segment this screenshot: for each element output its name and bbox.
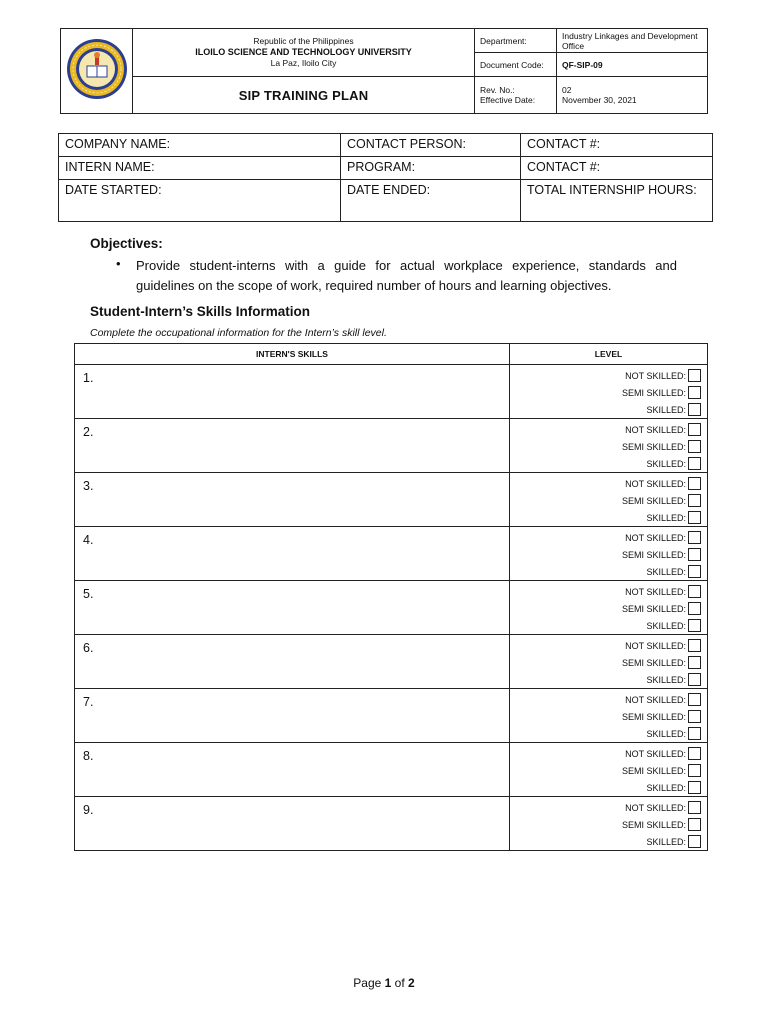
skilled-option — [510, 833, 701, 850]
rev-effective-values — [557, 77, 708, 114]
skill-row — [75, 797, 708, 851]
not-skilled-option — [510, 583, 701, 600]
rev-value: 02 — [562, 85, 572, 95]
skilled-option — [510, 509, 701, 526]
skilled-label: SKILLED: — [646, 836, 686, 847]
level-options — [510, 473, 708, 527]
not-skilled-checkbox[interactable] — [688, 693, 701, 706]
doc-code-label: Document Code: — [475, 53, 557, 77]
skilled-label: SKILLED: — [646, 566, 686, 577]
not-skilled-checkbox[interactable] — [688, 585, 701, 598]
level-options — [510, 797, 708, 851]
not-skilled-checkbox[interactable] — [688, 369, 701, 382]
semi-skilled-checkbox[interactable] — [688, 386, 701, 399]
skilled-checkbox[interactable] — [688, 727, 701, 740]
semi-skilled-label: SEMI SKILLED: — [621, 657, 686, 668]
not-skilled-label: NOT SKILLED: — [625, 802, 686, 813]
program-field[interactable]: PROGRAM: — [341, 157, 521, 180]
skill-row — [75, 419, 708, 473]
semi-skilled-checkbox[interactable] — [688, 440, 701, 453]
skill-input[interactable]: 3. — [75, 473, 510, 527]
skilled-option — [510, 617, 701, 634]
level-options — [510, 635, 708, 689]
republic-text: Republic of the Philippines — [253, 36, 354, 46]
skill-input[interactable]: 5. — [75, 581, 510, 635]
skills-table — [74, 343, 708, 851]
semi-skilled-label: SEMI SKILLED: — [621, 495, 686, 506]
not-skilled-checkbox[interactable] — [688, 747, 701, 760]
skill-input[interactable]: 1. — [75, 365, 510, 419]
level-options — [510, 419, 708, 473]
skilled-option — [510, 671, 701, 688]
skill-input[interactable]: 7. — [75, 689, 510, 743]
skills-column-header: INTERN'S SKILLS — [75, 344, 510, 365]
form-title: SIP TRAINING PLAN — [238, 87, 369, 103]
university-seal-icon — [61, 29, 133, 114]
skilled-label: SKILLED: — [646, 728, 686, 739]
semi-skilled-checkbox[interactable] — [688, 656, 701, 669]
semi-skilled-option — [510, 492, 701, 509]
not-skilled-option — [510, 367, 701, 384]
semi-skilled-option — [510, 816, 701, 833]
skilled-option — [510, 401, 701, 418]
semi-skilled-label: SEMI SKILLED: — [621, 765, 686, 776]
semi-skilled-option — [510, 600, 701, 617]
level-column-header: LEVEL — [510, 344, 708, 365]
skilled-checkbox[interactable] — [688, 673, 701, 686]
not-skilled-option — [510, 529, 701, 546]
skill-input[interactable]: 4. — [75, 527, 510, 581]
semi-skilled-checkbox[interactable] — [688, 818, 701, 831]
intern-name-field[interactable]: INTERN NAME: — [59, 157, 341, 180]
objectives-text: Provide student-interns with a guide for actual workplace experience, standards and guidelines on the scope of work, required number of hours and learning objectives. — [136, 258, 677, 293]
university-block — [133, 29, 475, 77]
not-skilled-option — [510, 637, 701, 654]
not-skilled-option — [510, 799, 701, 816]
department-label: Department: — [475, 29, 557, 53]
not-skilled-label: NOT SKILLED: — [625, 586, 686, 597]
skill-input[interactable]: 2. — [75, 419, 510, 473]
skilled-checkbox[interactable] — [688, 511, 701, 524]
semi-skilled-option — [510, 654, 701, 671]
skill-row — [75, 635, 708, 689]
not-skilled-checkbox[interactable] — [688, 423, 701, 436]
not-skilled-checkbox[interactable] — [688, 801, 701, 814]
semi-skilled-option — [510, 546, 701, 563]
not-skilled-checkbox[interactable] — [688, 531, 701, 544]
not-skilled-option — [510, 475, 701, 492]
skilled-label: SKILLED: — [646, 782, 686, 793]
skills-instruction: Complete the occupational information for the Intern’s skill level. — [90, 327, 387, 339]
semi-skilled-option — [510, 438, 701, 455]
skilled-label: SKILLED: — [646, 512, 686, 523]
effective-label: Effective Date: — [480, 95, 536, 105]
skill-input[interactable]: 9. — [75, 797, 510, 851]
skill-input[interactable]: 8. — [75, 743, 510, 797]
not-skilled-label: NOT SKILLED: — [625, 694, 686, 705]
contact-person-field[interactable]: CONTACT PERSON: — [341, 134, 521, 157]
skilled-checkbox[interactable] — [688, 781, 701, 794]
skilled-checkbox[interactable] — [688, 619, 701, 632]
not-skilled-label: NOT SKILLED: — [625, 748, 686, 759]
skill-row — [75, 527, 708, 581]
skilled-checkbox[interactable] — [688, 403, 701, 416]
semi-skilled-checkbox[interactable] — [688, 764, 701, 777]
contact-number-field-1[interactable]: CONTACT #: — [521, 134, 713, 157]
semi-skilled-checkbox[interactable] — [688, 710, 701, 723]
doc-code-value: QF-SIP-09 — [557, 53, 708, 77]
contact-number-field-2[interactable]: CONTACT #: — [521, 157, 713, 180]
level-options — [510, 581, 708, 635]
skill-row — [75, 473, 708, 527]
not-skilled-checkbox[interactable] — [688, 639, 701, 652]
skill-input[interactable]: 6. — [75, 635, 510, 689]
skill-row — [75, 743, 708, 797]
skill-row — [75, 365, 708, 419]
date-started-field[interactable]: DATE STARTED: — [59, 180, 341, 222]
skilled-label: SKILLED: — [646, 674, 686, 685]
not-skilled-label: NOT SKILLED: — [625, 478, 686, 489]
skilled-checkbox[interactable] — [688, 457, 701, 470]
not-skilled-label: NOT SKILLED: — [625, 424, 686, 435]
skilled-checkbox[interactable] — [688, 565, 701, 578]
date-ended-field[interactable]: DATE ENDED: — [341, 180, 521, 222]
total-hours-field[interactable]: TOTAL INTERNSHIP HOURS: — [521, 180, 713, 222]
intern-info-table — [58, 133, 713, 222]
skills-heading: Student-Intern’s Skills Information — [90, 304, 311, 319]
skilled-option — [510, 455, 701, 472]
form-title-cell — [133, 77, 475, 114]
effective-value: November 30, 2021 — [562, 95, 637, 105]
level-options — [510, 365, 708, 419]
not-skilled-option — [510, 421, 701, 438]
semi-skilled-label: SEMI SKILLED: — [621, 387, 686, 398]
not-skilled-option — [510, 691, 701, 708]
university-name: ILOILO SCIENCE AND TECHNOLOGY UNIVERSITY — [195, 47, 412, 57]
semi-skilled-label: SEMI SKILLED: — [621, 711, 686, 722]
department-value: Industry Linkages and Development Office — [557, 29, 708, 53]
skill-row — [75, 689, 708, 743]
location-text: La Paz, Iloilo City — [270, 58, 337, 68]
semi-skilled-checkbox[interactable] — [688, 548, 701, 561]
semi-skilled-option — [510, 384, 701, 401]
document-header — [60, 28, 708, 114]
skill-row — [75, 581, 708, 635]
level-options — [510, 743, 708, 797]
page-number: Page 1 of 2 — [353, 976, 415, 990]
semi-skilled-option — [510, 708, 701, 725]
skilled-option — [510, 779, 701, 796]
objectives-heading: Objectives: — [90, 236, 163, 251]
semi-skilled-option — [510, 762, 701, 779]
level-options — [510, 527, 708, 581]
skilled-option — [510, 563, 701, 580]
semi-skilled-label: SEMI SKILLED: — [621, 549, 686, 560]
level-options — [510, 689, 708, 743]
bullet-icon: • — [116, 256, 121, 271]
not-skilled-checkbox[interactable] — [688, 477, 701, 490]
semi-skilled-label: SEMI SKILLED: — [621, 603, 686, 614]
not-skilled-label: NOT SKILLED: — [625, 640, 686, 651]
rev-effective-labels — [475, 77, 557, 114]
semi-skilled-checkbox[interactable] — [688, 494, 701, 507]
skilled-label: SKILLED: — [646, 404, 686, 415]
not-skilled-option — [510, 745, 701, 762]
skilled-label: SKILLED: — [646, 458, 686, 469]
skilled-option — [510, 725, 701, 742]
rev-label: Rev. No.: — [480, 85, 515, 95]
company-name-field[interactable]: COMPANY NAME: — [59, 134, 341, 157]
semi-skilled-checkbox[interactable] — [688, 602, 701, 615]
skilled-checkbox[interactable] — [688, 835, 701, 848]
semi-skilled-label: SEMI SKILLED: — [621, 441, 686, 452]
skilled-label: SKILLED: — [646, 620, 686, 631]
not-skilled-label: NOT SKILLED: — [625, 370, 686, 381]
semi-skilled-label: SEMI SKILLED: — [621, 819, 686, 830]
not-skilled-label: NOT SKILLED: — [625, 532, 686, 543]
